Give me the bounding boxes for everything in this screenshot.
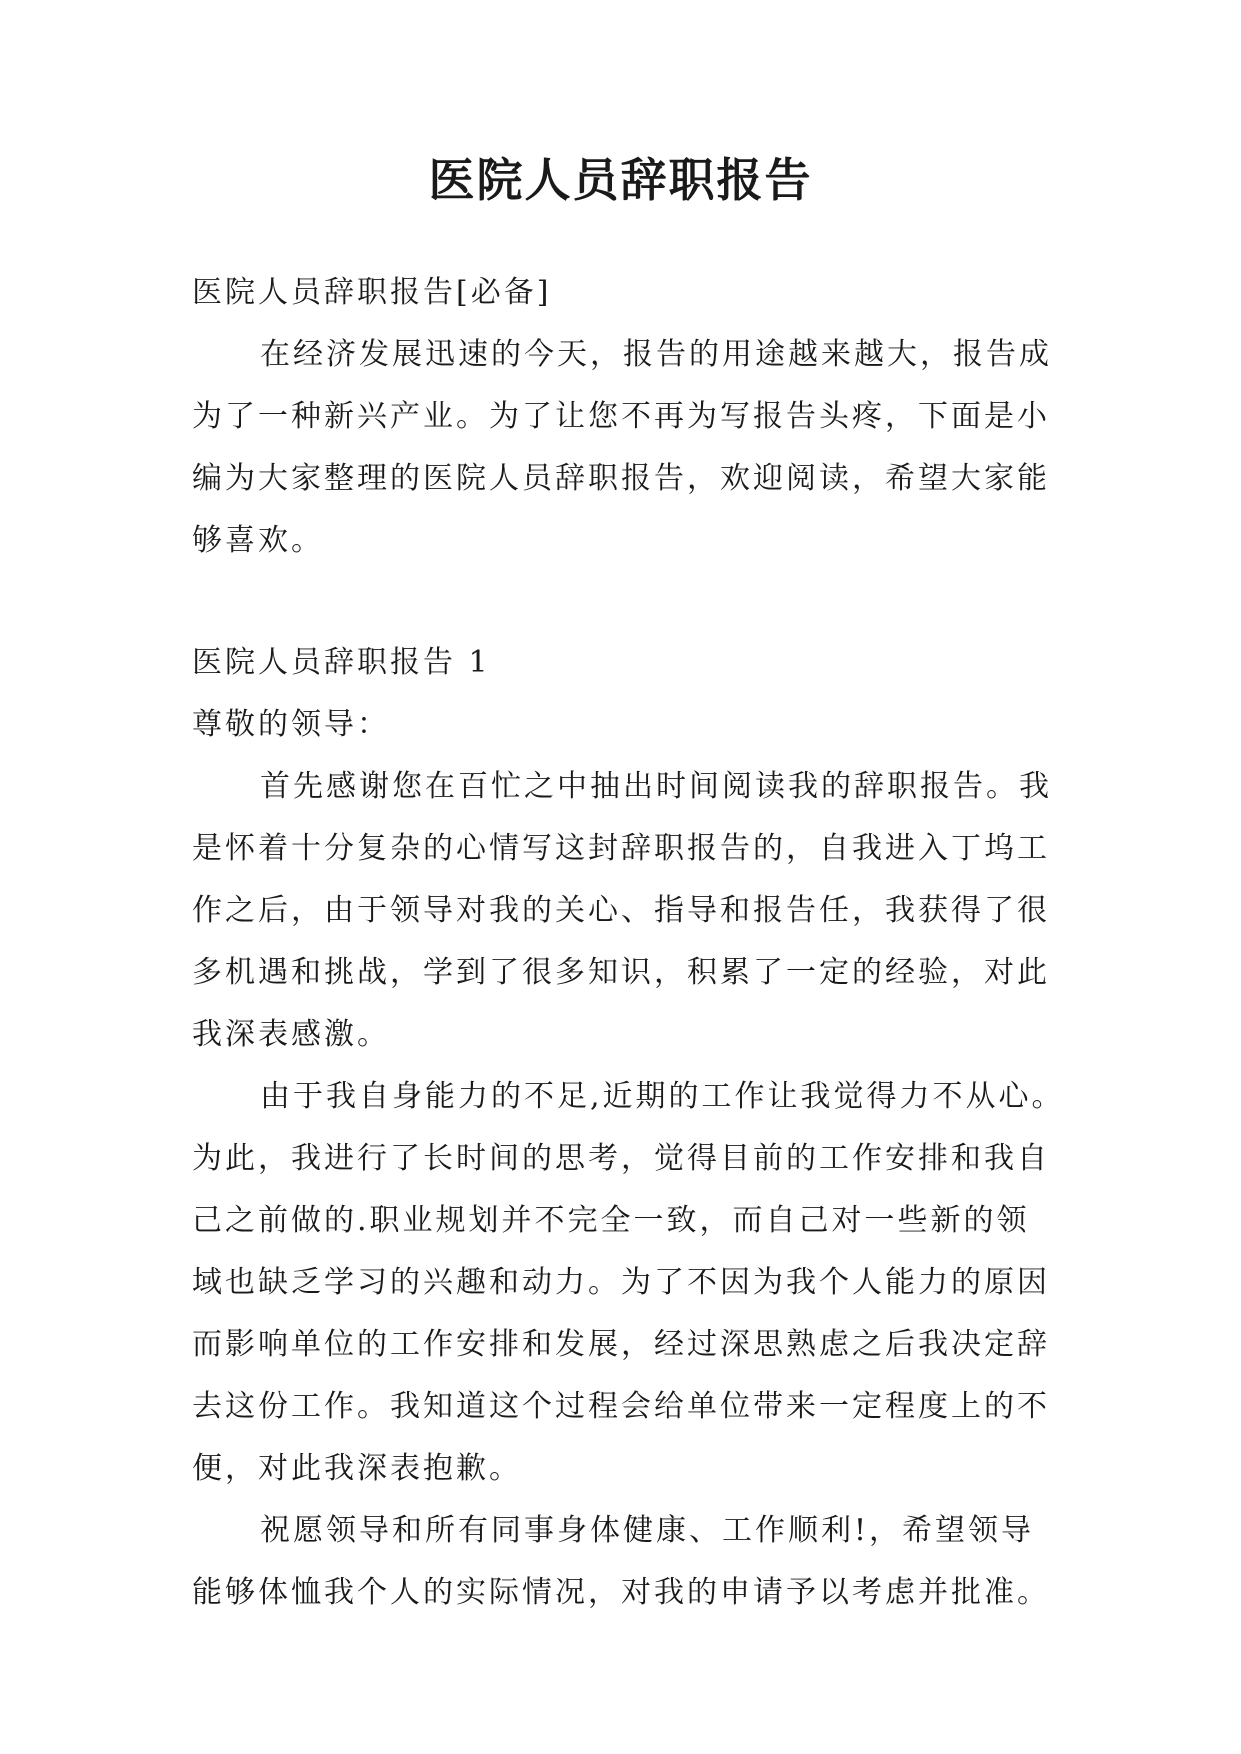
paragraph-line: 而影响单位的工作安排和发展，经过深思熟虑之后我决定辞 [192,1327,1050,1362]
paragraph-line: 是怀着十分复杂的心情写这封辞职报告的，自我进入丁坞工 [192,831,1050,866]
intro-line: 为了一种新兴产业。为了让您不再为写报告头疼，下面是小 [192,399,1050,434]
paragraph-line: 去这份工作。我知道这个过程会给单位带来一定程度上的不 [192,1389,1050,1424]
paragraph-line: 祝愿领导和所有同事身体健康、工作顺利!，希望领导 [260,1513,1035,1548]
letter-paragraph-1 [192,756,1062,1066]
paragraph-line: 为此，我进行了长时间的思考，觉得目前的工作安排和我自 [192,1141,1050,1176]
paragraph-line: 多机遇和挑战，学到了很多知识，积累了一定的经验，对此 [192,955,1050,990]
paragraph-line: 己之前做的.职业规划并不完全一致，而自己对一些新的领 [192,1203,1030,1238]
intro-line: 编为大家整理的医院人员辞职报告，欢迎阅读，希望大家能 [192,461,1050,496]
document-title: 医院人员辞职报告 [428,153,813,207]
paragraph-line: 便，对此我深表抱歉。 [192,1451,522,1486]
paragraph-gap [192,572,1062,632]
document-body [192,262,1065,1624]
paragraph-line: 首先感谢您在百忙之中抽出时间阅读我的辞职报告。我 [260,769,1052,804]
paragraph-line: 我深表感激。 [192,1017,390,1052]
paragraph-line: 作之后，由于领导对我的关心、指导和报告任，我获得了很 [192,893,1050,928]
intro-line: 够喜欢。 [192,523,324,558]
letter-paragraph-2 [192,1066,1065,1500]
paragraph-line: 由于我自身能力的不足,近期的工作让我觉得力不从心。 [260,1079,1065,1114]
paragraph-line: 能够体恤我个人的实际情况，对我的申请予以考虑并批准。 [192,1575,1050,1610]
salutation: 尊敬的领导： [192,707,390,742]
paragraph-line: 域也缺乏学习的兴趣和动力。为了不因为我个人能力的原因 [192,1265,1050,1300]
intro-line: 在经济发展迅速的今天，报告的用途越来越大，报告成 [260,337,1052,372]
document-subtitle: 医院人员辞职报告[必备] [192,275,552,310]
letter-paragraph-3 [192,1500,1062,1624]
section-heading: 医院人员辞职报告 1 [192,645,491,680]
intro-paragraph [192,324,1062,572]
